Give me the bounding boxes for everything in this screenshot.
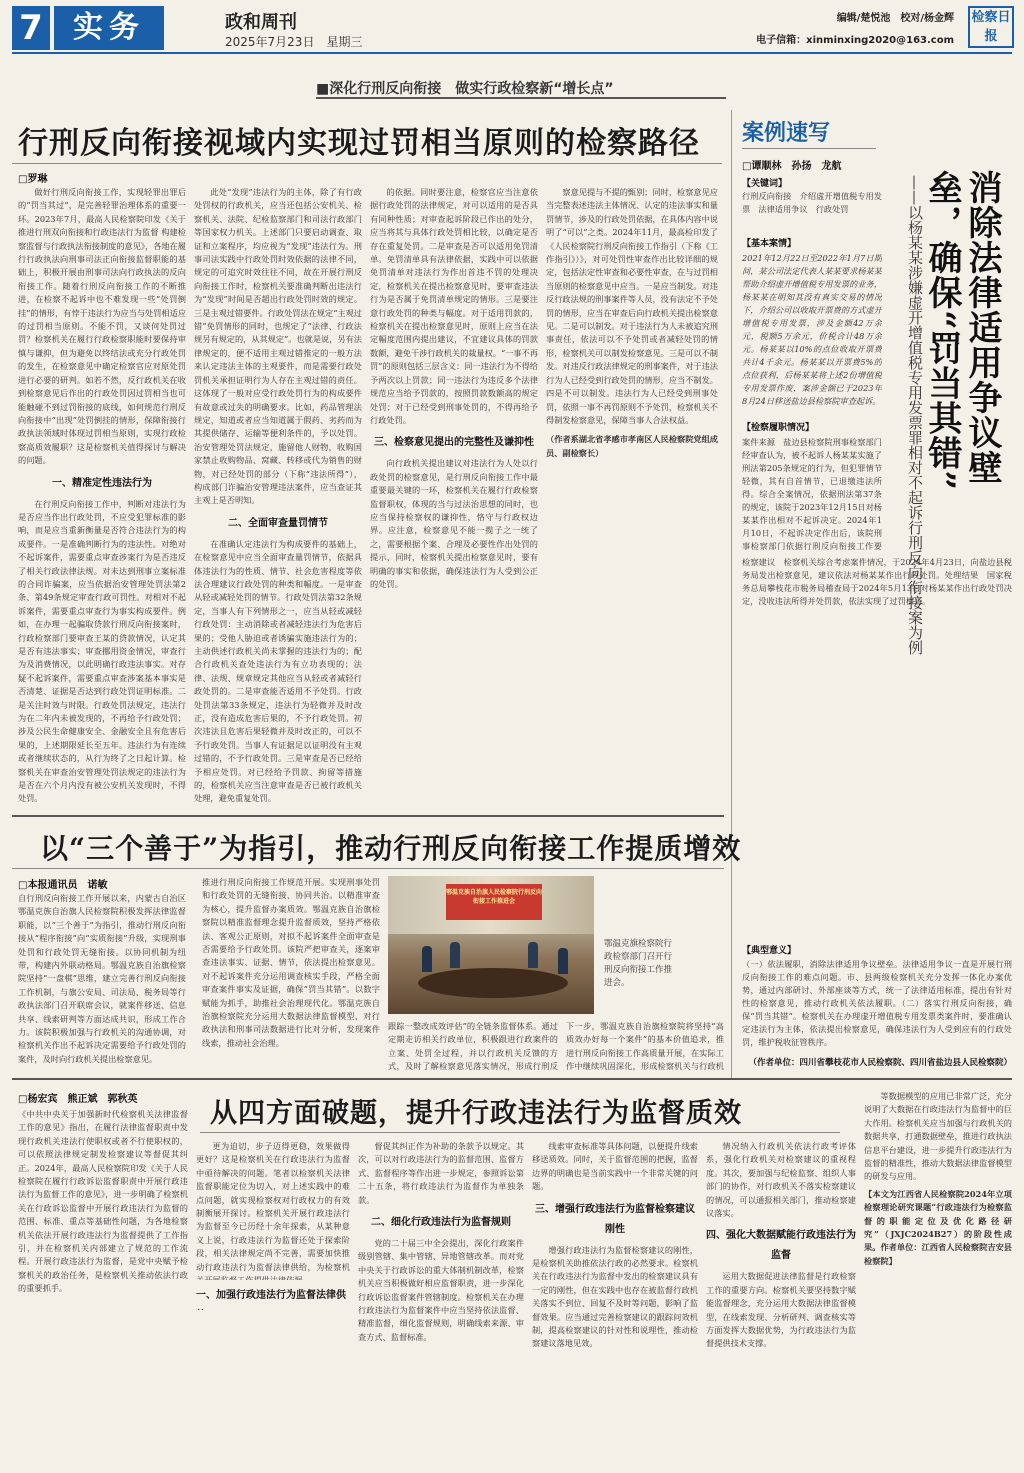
article1-sec2-heading: 二、全面审查量罚情节	[228, 517, 328, 529]
banner-heading: ■深化行刑反向衔接 做实行政检察新“增长点”	[316, 81, 614, 97]
email-line: 电子信箱：xinminxing2020@163.com	[756, 35, 954, 46]
article3-col1: 《中共中央关于加强新时代检察机关法律监督工作的意见》指出，在履行法律监督职责中发现行政机关违法行使职权或者不行使职权的，可以依照法律规定制发检察建议等督促其纠正。2024年，最高人民检察院印发《关于人民检察院在履行行政诉讼监督职责中开展行政违法行为监督工作的意见》，进一步明确了检察机关在行政诉讼监督中开展行政违法行为监督的范围、标准、重点等基础性问题，为各地检察机关依法开展行政违法行为监督提供了工作指引，并在检察机关内部建立了规范的工作流程。开展行政违法行为监督，是党中央赋予检察机关的政治任务，是检察机关推动依法行政的重要抓手。	[18, 1109, 188, 1294]
article1-signature: （作者系湖北省孝感市孝南区人民检察院党组成员、副检察长）	[546, 434, 718, 458]
section-title: 实务	[54, 6, 164, 50]
article1-sec1-heading: 一、精准定性违法行为	[52, 477, 152, 489]
performance-text-2: 检察建议 检察机关综合考虑案件情况，于2024年4月23日，向盐边县税务局发出检察意见，建议依法对杨某某作出行政处罚。处理结果 国家税务总局攀枝花市税务局稽查局于2024年5月13日对杨某某作出行政处罚决定，没收违法所得并处罚款，依法实现了过罚相当。	[742, 557, 1012, 606]
basic-facts-label: 【基本案情】	[742, 239, 797, 249]
meeting-photo	[388, 876, 594, 1014]
basic-facts: 2021年12月22日至2022年1月7日期间，某公司法定代表人某某要求杨某某帮助介绍虚开增值税专用发票的业务，杨某某在明知其没有真实交易的情况下，介绍公司以收取开票费的方式虚开增值税专用发票，涉及金额42万余元，税额5万余元，价税合计48万余元。杨某某以10%的点位收取开票费共计4千余元。杨某某以开票费5%的点位获利，后杨某某将上述2份增值税专用发票作废，案涉金额已于2023年8月24日移送盐边县检察院审查起诉。	[742, 253, 882, 406]
article1-col3-text: 的依据。同时要注意，检察官应当注意依据行政处罚的法律规定，对可以适用的是否具有同种性质；对审查起诉阶段已作出的处分，应当将其与具体行政处罚相比较，以确定是否存在重复处罚。二是审查是否可以适用免罚清单。免罚清单具有法律依据，实践中可以依据免罚清单对违法行为作出首违不罚的处理决定，检察机关在提出检察意见时，要审查违法行为是否属于免罚清单规定的情形。三是要注意行政处罚的种类与幅度。对于适用罚款的，检察机关在提出检察意见时，原则上应当在法定幅度范围内提出建议，不宜建议具体的罚款数额，避免干涉行政机关的裁量权。“一事不再罚”的原则包括三层含义：同一违法行为不得给予两次以上罚款；同一违法行为违反多个法律规范应当给予罚款的，按照罚款数额高的规定处罚；对于已经受到刑事处罚的，不得再给予行政处罚。	[370, 187, 538, 425]
divider	[12, 815, 724, 817]
article3-col5	[706, 1140, 856, 1466]
case-authors: □谭顺林 孙扬 龙航	[742, 161, 842, 172]
article1-col3	[370, 186, 538, 811]
keywords-label: 【关键词】	[742, 179, 788, 189]
article2-col4: 下一步，鄂温克族自治旗检察院将坚持“高质效办好每一个案件”的基本价值追求，推进行刑反向衔接工作高质量开展，在实际工作中继续巩固深化，形成检察机关与行政机	[566, 1021, 724, 1072]
article3-col4	[532, 1140, 698, 1466]
case-section-title: 案例速写	[742, 121, 831, 146]
article3-col6	[864, 1090, 1012, 1466]
article1-sec2-text: 在准确认定违法行为构成要件的基础上，在检察意见中应当全面审查量罚情节，依据具体违法行为的性质、情节、社会危害程度等依法合理建议行政处罚的种类和幅度。一是审查从轻或减轻处罚的情节。行政处罚法第32条规定，当事人有下列情形之一，应当从轻或减轻行政处罚：主动消除或者减轻违法行为危害后果的；受他人胁迫或者诱骗实施违法行为的；主动供述行政机关尚未掌握的违法行为的；配合行政机关查处违法行为有立功表现的；法律、法规、规章规定其他应当从轻或者减轻行政处罚的。二是审查能否适用不予处罚。行政处罚法第33条规定，违法行为轻微并及时改正，没有造成危害后果的，不予行政处罚。初次违法且危害后果轻微并及时改正的，可以不予行政处罚。当事人有证据足以证明没有主观过错的，不予行政处罚。三是审查是否已经给予相应处罚。对已经给予罚款、拘留等措施的，检察机关应当注意审查是否已被行政机关处理，避免重复处罚。	[194, 538, 362, 804]
photo-person	[422, 946, 432, 972]
header-rule	[12, 52, 1012, 54]
article2-author: □本报通讯员 诺敏	[18, 880, 108, 891]
article1-col2	[194, 186, 362, 811]
typical-text: （一）依法履职，消除法律适用争议壁垒。法律适用争议一直是开展行刑反向衔接工作的难点问题。市、县两级检察机关充分发挥一体化办案优势，通过内部研讨、外部座谈等方式，统一了法律适用标准，提出有针对性的检察意见，推动行政机关依法履职。（二）落实行刑反向衔接，确保“罚当其错”。检察机关在办理虚开增值税专用发票类案件时，要准确认定违法行为主体，依法提出检察意见，确保违法行为人受到应有的行政处罚，维护税收征管秩序。	[742, 959, 1012, 1047]
keywords: 行刑反向衔接 介绍虚开增值税专用发票 法律适用争议 行政处罚	[742, 191, 882, 214]
page-number: 7	[12, 6, 50, 50]
divider	[12, 163, 722, 164]
banner-rule	[316, 97, 726, 99]
article1-author: □罗琳	[18, 174, 48, 185]
article1-sec3-heading: 三、检察意见提出的完整性及谦抑性	[374, 437, 534, 449]
editor-line: 编辑/楚悦池 校对/杨金辉	[836, 13, 954, 24]
article1-col1	[18, 186, 186, 811]
article1-intro: 做好行刑反向衔接工作，实现轻罪出罪后的“罚当其过”，是完善轻罪治理体系的重要一环。2023年7月，最高人民检察院印发《关于推进行刑双向衔接和行政违法行为监督 构建检察监督与行政执法衔接制度的意见》，各地在履行行政执法向刑事司法正向衔接监督职能的基础上，积极开展由刑事司法向行政执法的反向衔接工作。随着行刑反向衔接工作的不断推进，在检察不起诉中也不难发现一些“处罚倒挂”的情形，有悖于违法行为应当与处罚相适应的过罚相当原则。不能不罚，又谈何处罚过罚？检察机关在履行行政检察职能时要保持审慎与谦抑，但为避免以终结法或充分行政处罚的发生，在检察意见中确定检察官应对原处罚进行必要的研判。如若不然，反行政机关在收到检察意见后作出的行政处罚因过罚相当也可能触碰不到过罚衔接的底线，如何规范行刑反向衔接中“出现”处罚倒挂的情形，保障衔接行政执法领域时体现过罚相当原则，实现行政检察高质效履职？这是检察机关值得探讨与解决的问题。	[18, 187, 186, 466]
photo-screen: 鄂温克族自治旗人民检察院行刑反向衔接工作推进会	[446, 884, 542, 920]
photo-table	[418, 968, 568, 998]
divider	[12, 868, 724, 869]
weekly-title: 政和周刊	[225, 12, 297, 33]
article3-sec1-heading: 一、加强行政违法行为监督法律供	[196, 1290, 346, 1301]
column-divider	[731, 110, 732, 1080]
article3-sec4-heading: 四、强化大数据赋能行政违法行为监督	[706, 1230, 856, 1262]
article3-col4-text: 线索审查标准等具体问题，以便提升线索移送质效。同时，关于监督范围的把握，监督边界的明确也是当前实践中一个非常关键的问题。	[532, 1141, 698, 1192]
divider	[742, 148, 876, 149]
performance-label: 【检察履职情况】	[742, 423, 815, 433]
article1-title: 行刑反向衔接视域内实现过罚相当原则的检察路径	[18, 126, 700, 161]
article3-col6-text: 等数据模型的应用已非常广泛，充分说明了大数据在行政违法行为监督中的巨大作用。检察机关应当加强与行政机关的数据共享，打通数据壁垒，推进行政执法信息平台建设，进一步提升行政违法行为监督的精准性，推动大数据法律监督模型的研发与应用。	[864, 1091, 1012, 1182]
photo-person	[528, 942, 538, 968]
article2-col3: 跟踪一整改成效评估”的全链条监督体系。通过定期走访相关行政单位，积极跟进行政案件的立案、处罚全过程，并以行政机关反馈的方式，及时了解检察意见落实情况，形成行刑反	[388, 1021, 558, 1072]
article3-col5-text: 情况纳入行政机关依法行政考评体系，强化行政机关对检察建议的重视程度。其次，要加强与纪检监察、组织人事部门的协作，对行政机关不落实检察建议的情况，可以通报相关部门，推动检察建议落实。	[706, 1141, 856, 1219]
article3-col3-text: 督促其纠正作为补助的条款予以规定。其次，可以对行政违法行为的监督范围、监督方式、监督程序等作出进一步规定，参照诉讼第二十五条，将行政违法行为监督作为单独条款。	[358, 1141, 524, 1205]
article3-signature: 【本文为江西省人民检察院2024年立项检察理论研究课题“行政违法行为检察监督的职能定位及优化路径研究”（JXJC2024B27）的阶段性成果。作者单位：江西省人民检察院吉安县检察院】	[864, 1188, 1012, 1266]
photo-person	[450, 942, 460, 968]
divider	[12, 1078, 1012, 1080]
article3-col2-text: 更为迫切，步子迈得更稳，效果做得更好？这是检察机关在行政违法行为监督中亟待解决的问题。笔者以检察机关法律监督职能定位为切入，对上述实践中的难点问题，就实现检察权对行政权力的有效制衡展开探讨。检察机关开展行政违法行为监督至今已历经十余年探索，从某种意义上说，行政违法行为监督还处于探索阶段，相关法律规定尚不完善，需要加快推动行政违法行为监督法律供给，为检察机	[196, 1141, 350, 1272]
article1-sec3-text: 向行政机关提出建议对违法行为人处以行政处罚的检察意见，是行刑反向衔接工作中最重要最关键的一环，检察机关在履行行政检察监督职权，体现的当与过法治思想的同时，也应当保持检察权的谦抑性，恪守与行政权边界。应注意，检察意见不能一揽子之一统了之，需要根据个案、合理及必要性作出处罚的提示，同时，检察机关提出检察意见时，要有明确的事实和依据，确保违法行为人受到公正的处罚。	[370, 458, 538, 589]
article1-sec1-text: 在行刑反向衔接工作中，判断对违法行为是否应当作出行政处罚，不应受犯罪标准的影响，而是应当重新衡量是否符合违法行为的构成要件。一是准确判断行为的违法性。对绝对不起诉案件，需要重点审查涉案行为是否违反了相关行政法律法规。对未达到刑事立案标准的合同诈骗案，应当依据治安管理处罚法第2条、第49条规定审查行政可罚性。对相对不起诉案件，需要重点审查行为事实构成要件。例如，在办理一起骗取贷款行刑反向衔接案时，行政检察部门要审查王某的贷款情况，认定其是否有违法事实；审查挪用资金情况，审查行为及消费情况，以此明确行政违法事实。对存疑不起诉案件，需要重点审查涉案基本事实是否清楚、证据是否达到行政处罚证明标准。二是关注时效与时限。行政处罚法规定，违法行为在二年内未被发现的，不再给予行政处罚；涉及公民生命健康安全、金融安全且有危害后果的，上述期限延长至五年。违法行为有连续或者继续状态的，从行为终了之日起计算。检察机关在审查治安管理处罚法规定的违法行为是否在六个月内没有被公安机关发现时，不得处罚。	[18, 498, 186, 804]
article2-col1: 自行刑反向衔接工作开展以来，内蒙古自治区鄂温克族自治旗人民检察院积极发挥法律监督职能，以“三个善于”为指引，推动行刑反向衔接从“程序衔接”向“实质衔接”升级，实现刑事处罚和行政处罚无缝衔接。以协同机制为纽带，构建内外联动格局。鄂温克族自治旗检察院坚持“一盘棋”思维，建立完善行刑反向衔接工作机制，与旗公安局、司法局、税务局等行政执法部门召开联席会议，就案件移送、信息共享、线索研判等方面达成共识，形成工作合力。该院积极加强与行政机关的沟通协调，对检察机关作出不起诉决定需要给予行政处罚的案件，及时向行政机关提出检察意见。	[18, 893, 186, 1064]
performance-text: 案件来源 盐边县检察院刑事检察部门经审查认为，被不起诉人杨某某实施了刑法第205条规定的行为，但犯罪情节轻微，其有自首情节，已退缴违法所得。综合全案情况，依据刑法第37条的规定，该院于2023年12月15日对杨某某作出相对不起诉决定。2024年1月10日，不起诉决定作出后，该院刑事检察部门依据行刑反向衔接工作要	[742, 437, 882, 550]
article1-col4	[546, 186, 718, 811]
article3-col3	[358, 1140, 524, 1466]
case-signature: （作者单位：四川省攀枝花市人民检察院、四川省盐边县人民检察院）	[748, 1058, 1012, 1068]
newspaper-logo: 检察日报	[968, 6, 1014, 48]
article3-sec4-text: 运用大数据促进法律监督是行政检察工作的重要方向。检察机关要坚持数字赋能监督理念，充分运用大数据法律监督模型，在线索发现、分析研判、调查核实等方面发挥大数据优势，为行政违法行为监督提供技术支撑。	[706, 1271, 856, 1349]
article2-title: 以“三个善于”为指引，推动行刑反向衔接工作提质增效	[40, 832, 742, 865]
article3-sec3-text: 增强行政违法行为监督检察建议的刚性，是检察机关助推依法行政的必然要求。检察机关在行政违法行为监督中发出的检察建议具有一定的刚性，但在实践中也存在被监督行政机关落实不到位、回复不及时等问题，影响了监督效果。应当通过完善检察建议的跟踪问效机制，提高检察建议的针对性和说理性，推动检察建议落地见效。	[532, 1244, 698, 1349]
issue-date: 2025年7月23日 星期三	[225, 35, 363, 49]
article3-title: 从四方面破题，提升行政违法行为监督质效	[210, 1098, 742, 1129]
case-vertical-title: 消除法律适用争议壁垒，确保“罚当其错”	[922, 170, 1002, 492]
divider	[200, 1132, 840, 1133]
case-vertical-subtitle: ——以杨某某涉嫌虚开增值税专用发票罪相对不起诉行刑反向衔接案为例	[906, 175, 924, 655]
article1-col4-text: 察意见提与不提的甄别；同时，检察意见应当完整表述违法主体情况、认定的违法事实和量罚情节，涉及的行政处罚依据，在具体内容中说明了“可以”之类。2024年11月，最高检印发了《人民检察院行刑反向衔接工作指引（下称《工作指引》）》，对可处罚性审查作出比较详细的规定，包括法定性审查和必要性审查，在与过罚相当原则的检察意见中应当。一是应当制发。对违反行政法规的刑事案件等人员，没有法定不予处罚的情形，应当在审查后向行政机关提出检察意见。二是可以制发。对于违法行为人未被追究刑事责任，依法可以不予处罚或者减轻处罚的情形，检察机关可以制发检察意见。三是可以不制发。对违反行政法律规定的刑事案件，对于违法行为人已经受到行政处罚的情形，应当不制发。四是不可以制发。违法行为人已经受到刑事处罚，依照一事不再罚原则不予处罚，检察机关不得制发检察意见，保障当事人合法权益。	[546, 187, 718, 425]
article3-sec1-box	[196, 1280, 350, 1310]
photo-caption: 鄂温克旗检察院行政检察部门召开行刑反向衔接工作推进会。	[604, 939, 673, 988]
article3-authors: □杨宏宾 熊正斌 郭秋英	[18, 1094, 138, 1105]
article1-col2-text: 此处“发现”违法行为的主体，除了有行政处罚权的行政机关，应当还包括公安机关、检察机关、法院、纪检监察部门和司法行政部门等国家权力机关。上述部门只要启动调查、取证和立案程序，均应视为“发现”违法行为。刑事司法实践中行政处罚时效依据的法律不同，规定的可追究时效往往不同，故在开展行刑反向衔接工作时，检察机关要准确判断出违法行为“发现”时间是否超出行政处罚时效的规定。三是主观过错要件。行政处罚法在规定“主观过错”免罚情形的同时，也规定了“法律、行政法规另有规定的，从其规定”。也就是说，另有法律规定的，便不适用主观过错推定的一般方法来认定违法主体的主观要件，而是需要行政处罚机关承担证明行为人存在主观过错的责任。这体现了一般对应受行政处罚行为的构成要件有故意或过失的明确要求。比如，药品管理法规定，知道或者应当知道属于假药、劣药而为其提供储存、运输等便利条件的，予以处罚。治安管理处罚法规定，施留他人财物，收购国家禁止收购物品、窝藏、转移或代为销售的财物，对已经处罚的部分（下称“违法所得”），构成部门诈骗治安管理违法案件，应当查证其主观上是否明知。	[194, 187, 362, 506]
article2-col2: 推进行刑反向衔接工作规范开展。实现刑事处罚和行政处罚的无缝衔接、协同共治。以精准审查为核心，提升监督办案质效。鄂温克族自治旗检察院以精准监督理念提升监督质效，坚持严格依法、客观公正原则，对拟不起诉案件全面审查是否需要给予行政处罚。该院严把审查关，逐案审查违法事实、证据、情节，依法提出检察意见。对不起诉案件充分运用调查核实手段，严格全面审查案件事实及证据，确保“罚当其错”。以数字赋能为抓手，助推社会治理现代化。鄂温克族自治旗检察院充分运用大数据法律监督模型，对行政执法和刑事司法数据进行比对分析，发现案件线索，推动社会治理。	[202, 877, 380, 1048]
typical-label: 【典型意义】	[742, 946, 797, 956]
article3-sec2-heading: 二、细化行政违法行为监督规则	[371, 1217, 511, 1229]
photo-person	[558, 948, 568, 974]
article3-sec2-text: 党的二十届三中全会提出，深化行政案件级别管辖、集中管辖、异地管辖改革。而对党中央关于行政诉讼的重大体制机制改革，检察机关应当积极做好相应监督职责，进一步深化行政诉讼监督案件管辖制度。检察机关在办理行政违法行为监督案件中应当坚持依法监督、精准监督，细化监督规则，明确线索来源、审查方式、监督标准。	[358, 1238, 524, 1342]
article3-sec3-heading: 三、增强行政违法行为监督检察建议刚性	[535, 1203, 695, 1235]
